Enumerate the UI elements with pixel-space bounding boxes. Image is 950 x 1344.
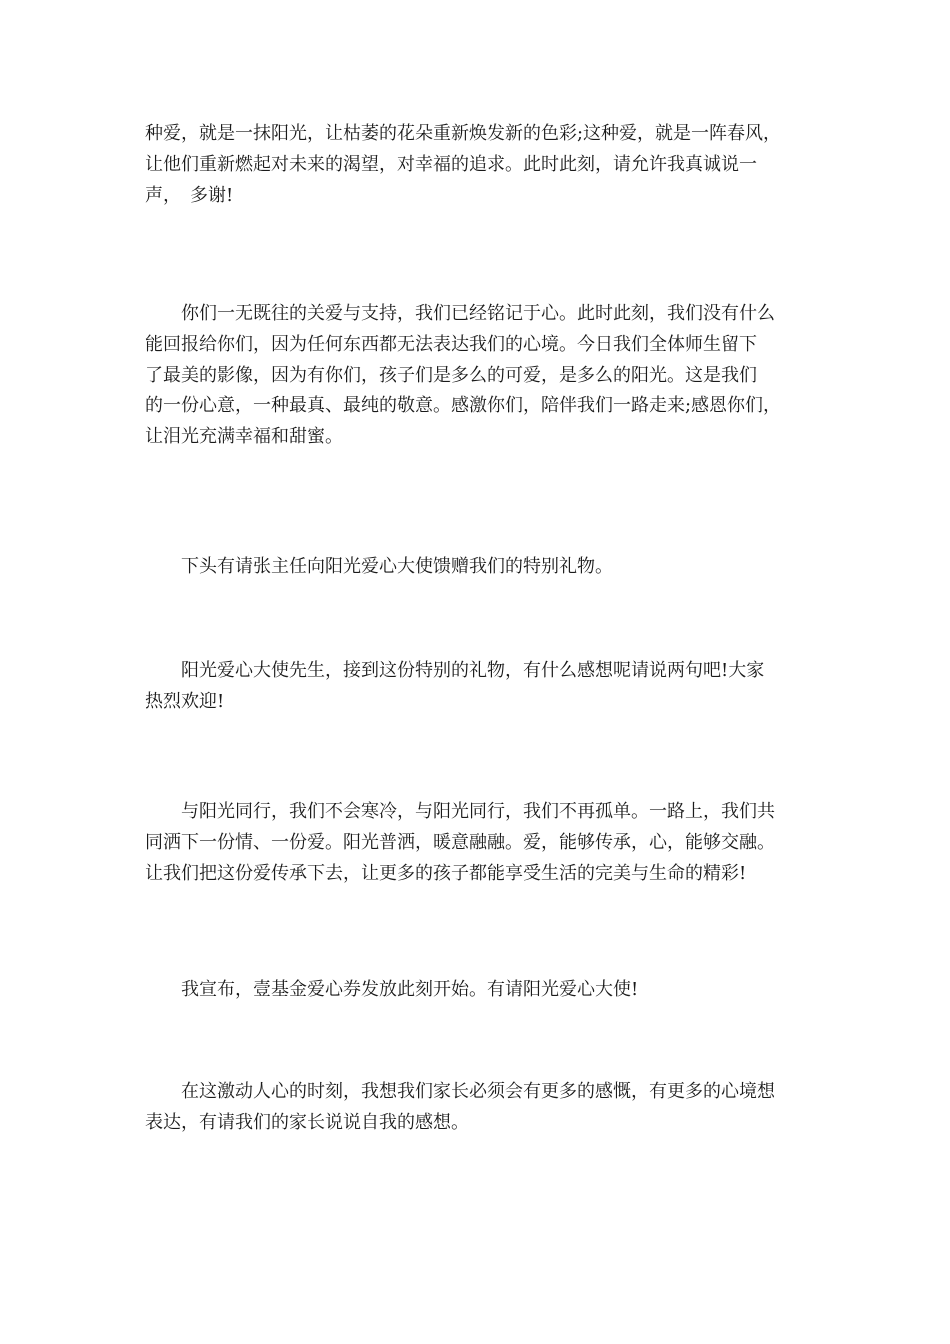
text-line: 让我们把这份爱传承下去，让更多的孩子都能享受生活的完美与生命的精彩! xyxy=(145,862,747,884)
text-line: 我宣布，壹基金爱心券发放此刻开始。有请阳光爱心大使! xyxy=(145,979,639,1000)
paragraph-5 xyxy=(145,797,825,889)
text-line: 声， 多谢! xyxy=(145,184,234,206)
text-line: 种爱，就是一抹阳光，让枯萎的花朵重新焕发新的色彩;这种爱，就是一阵春风， xyxy=(145,123,782,144)
paragraph-4 xyxy=(145,656,825,718)
text-line: 了最美的影像，因为有你们，孩子们是多么的可爱，是多么的阳光。这是我们 xyxy=(145,364,757,386)
paragraph-6 xyxy=(145,975,825,1006)
text-line: 你们一无既往的关爱与支持，我们已经铭记于心。此时此刻，我们没有什么 xyxy=(145,303,775,324)
text-line: 阳光爱心大使先生，接到这份特别的礼物，有什么感想呢请说两句吧!大家 xyxy=(145,660,765,681)
paragraph-3 xyxy=(145,552,825,583)
paragraph-7 xyxy=(145,1077,825,1139)
text-line: 下头有请张主任向阳光爱心大使馈赠我们的特别礼物。 xyxy=(145,556,613,577)
text-line: 让他们重新燃起对未来的渴望，对幸福的追求。此时此刻，请允许我真诚说一 xyxy=(145,153,757,175)
text-line: 让泪光充满幸福和甜蜜。 xyxy=(145,426,343,448)
text-line: 表达，有请我们的家长说说自我的感想。 xyxy=(145,1111,469,1133)
text-line: 能回报给你们，因为任何东西都无法表达我们的心境。今日我们全体师生留下 xyxy=(145,333,757,355)
text-line: 的一份心意，一种最真、最纯的敬意。感激你们，陪伴我们一路走来;感恩你们， xyxy=(145,395,782,417)
text-line: 在这激动人心的时刻，我想我们家长必须会有更多的感慨，有更多的心境想 xyxy=(145,1081,775,1102)
paragraph-1 xyxy=(145,119,825,211)
text-line: 同洒下一份情、一份爱。阳光普洒，暖意融融。爱，能够传承，心，能够交融。 xyxy=(145,831,775,853)
text-line: 热烈欢迎! xyxy=(145,690,225,712)
paragraph-2 xyxy=(145,299,825,453)
text-line: 与阳光同行，我们不会寒冷，与阳光同行，我们不再孤单。一路上，我们共 xyxy=(145,801,775,822)
